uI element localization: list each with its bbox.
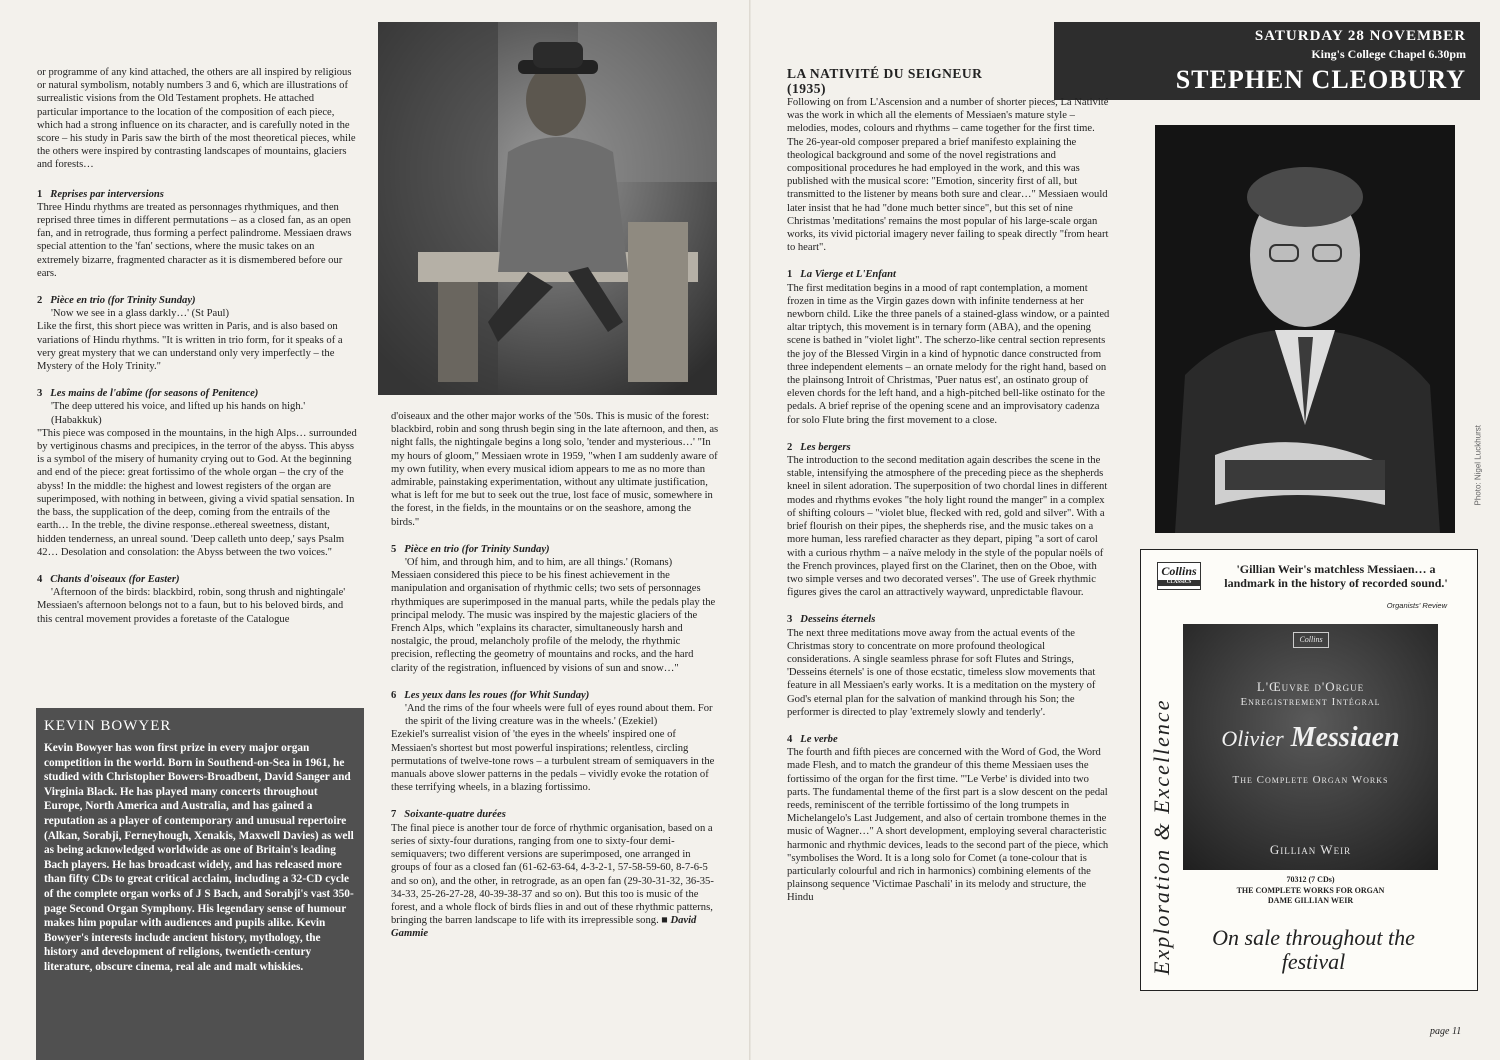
work-year: (1935) bbox=[787, 81, 826, 96]
bio-title: KEVIN BOWYER bbox=[44, 718, 172, 734]
section-body: Three Hindu rhythms are treated as personnages rhythmiques, and then reprised three times in different permutations – as a closed fan, as an open fan, and in retrograde, thus forming a perfect palindrome. Messiaen draws special attention to the 'fan' sections, where the music takes on an extremely bizarre, fragmented character as it is dismembered before our ears. bbox=[37, 201, 352, 279]
right-section-3 bbox=[787, 613, 1110, 719]
section-body: The introduction to the second meditation again describes the scene in the stable, intensifying the atmosphere of the preceding piece as the shepherds kneel in silent adoration. The superposition of two chordal lines in different modes and rhythms evokes "the holy light round the manger" in a complex of shifting colours – "violet blue, flecked with red, gold and silver". With a brief flourish on their pipes, the shepherds rise, and the music takes on a more human, less rarefied character as they depart, piping "a sort of carol with a curious rhythm – a naïve melody in the style of the popular noëls of the French provinces, played first on the Clarinet, then on the Oboe, with two simple verses and two decorated verses". The use of Greek rhythmic figures gives the carol an attractively wayward, unpredictable flavour. bbox=[787, 455, 1108, 599]
catalog-line1: THE COMPLETE WORKS FOR ORGAN bbox=[1236, 886, 1385, 895]
cd-logo: Collins bbox=[1293, 632, 1329, 648]
section-4 bbox=[37, 573, 357, 626]
section-quote: 'And the rims of the four wheels were full of eyes round about them. For the spirit of the living creature was in the wheels.' (Ezekiel) bbox=[405, 703, 713, 728]
catalog-line2: DAME GILLIAN WEIR bbox=[1267, 896, 1354, 905]
section-5 bbox=[391, 543, 719, 675]
section-6 bbox=[391, 689, 719, 795]
left-column-1 bbox=[37, 66, 357, 626]
kevin-bowyer-bio-box bbox=[36, 708, 364, 1060]
kevin-bowyer-photo bbox=[378, 22, 717, 395]
section-body: "This piece was composed in the mountains, in the high Alps… surrounded by vertiginous chasms and precipices, in the terror of the abyss. This abyss is a symbol of the misery of humanity crying out to God. At the beginning and end of the piece: great fortissimo of the whole organ – the cry of the abyss! In the middle: the highest and lowest registers of the organ are superimposed, with nothing in between, giving a vivid spatial sensation. In the bass, the supplication of the deep, coming from the entrails of the earth… In the treble, the divine response..ethereal sweetness, distant, hidden tenderness, an unreal sound. 'Deep calleth unto deep,' says Psalm 42… Desolation and consolation: the Abyss between the two voices." bbox=[37, 427, 357, 558]
review-source: Organists' Review bbox=[1386, 601, 1447, 610]
section-quote: 'The deep uttered his voice, and lifted up his hands on high.' (Habakkuk) bbox=[51, 401, 306, 426]
concert-venue: King's College Chapel 6.30pm bbox=[1311, 47, 1466, 61]
section-title: Pièce en trio (for Trinity Sunday) bbox=[404, 543, 550, 555]
collins-logo bbox=[1157, 562, 1201, 590]
section-number: 2 bbox=[787, 441, 793, 453]
section-body: The next three meditations move away from the actual events of the Christmas story to concentrate on more profound theological considerations. A single seamless phrase for soft Flutes and Strings, 'Desseins éternels' is one of those ecstatic, timeless slow movements that feature in all Messiaen's early works. It is a meditation on the mystery of God's eternal plan for the salvation of mankind through his Son; the performer is directed to play 'extremely slowly and tenderly'. bbox=[787, 627, 1096, 718]
section-number: 1 bbox=[787, 269, 793, 281]
section-body: Messiaen considered this piece to be his finest achievement in the manipulation and organisation of rhythmic cells; two sets of personnages rhythmiques are superimposed in the manual parts, while the pedals play the principal melody. The music was inspired by the majestic glaciers of the French Alps, which "explains its character, simultaneously harsh and nostalgic, the proud, melancholy profile of the melody, the rhythmic precision, reflecting the geometry of mountains and rocks, and the hard clarity of the registration, influenced by visions of sun and snow…" bbox=[391, 570, 716, 674]
logo-subtext: CLASSICS bbox=[1158, 580, 1200, 586]
section-title: La Vierge et L'Enfant bbox=[800, 269, 896, 281]
section-number: 6 bbox=[391, 689, 397, 701]
right-section-1 bbox=[787, 268, 1110, 426]
section-body: The final piece is another tour de force of rhythmic organisation, based on a series of sixty-four durations, ranging from one to sixty-four demi-semiquavers; two different versions are superimposed, one arranged in groups of four as a closed fan (61-62-63-64, 4-3-2-1, 57-58-59-60, 8-7-6-5 and so on), and the other, in retrograde, as an open fan (29-30-31-32, 36-35-34-33, 25-26-27-28, 40-39-38-37 and so on). But this too is music of the forest, and a whole flock of birds flies in and out of these rhythmic patterns, bringing the barren landscape to life with its irrepressible song. bbox=[391, 822, 714, 927]
author-signoff: David Gammie bbox=[391, 915, 697, 940]
section-body: Ezekiel's surrealist vision of 'the eyes in the wheels' inspired one of Messiaen's shortest but most powerful inspirations; relentless, circling permutations of twelve-tone rows – a turbulent stream of semiquavers in the manuals above slower patterns in the pedals – vividly evoke the rotation of these terrifying wheels, in a blazing fortissimo. bbox=[391, 729, 715, 794]
right-section-2 bbox=[787, 441, 1110, 599]
intro-paragraph: or programme of any kind attached, the others are all inspired by religious or natural symbolism, notably numbers 3 and 6, which are illustrations of surrealistic visions from the Old Testament prophets. He attached particular importance to the location of the composition of each piece, which had a strong influence on its character, and is carefully noted in the score – his study in Paris saw the birth of the most theoretical pieces, while the others were inspired by contrasting landscapes of mountains, glaciers and forests… bbox=[37, 67, 356, 171]
cd-title-line2: Enregistrement Intégral bbox=[1240, 696, 1381, 708]
cd-cover bbox=[1183, 624, 1438, 870]
portrait-illustration bbox=[378, 22, 717, 395]
end-mark: ■ bbox=[661, 915, 668, 927]
concert-date: SATURDAY 28 NOVEMBER bbox=[1254, 28, 1466, 44]
section-body: The first meditation begins in a mood of rapt contemplation, a moment frozen in time as the Virgin gazes down with infinite tenderness at her newborn child. Like the three panels of a stained-glass window, or a painted altar triptych, this movement is in ternary form (ABA), and the opening scene is bathed in "violet light". The scherzo-like central section represents the joy of the Blessed Virgin in a kind of hypnotic dance constructed from three independent elements – an ornate melody for the right hand, based on the plainsong Introit of Christmas, 'Puer natus est', an ostinato group of eleven chords for the left hand, and a high-pitched bell-like ostinato for the pedals. A brief reprise of the opening scene and an improvisatory cadenza for solo Flute bring the first movement to a close. bbox=[787, 282, 1110, 426]
section-title: Reprises par interversions bbox=[50, 188, 164, 200]
composer-last-name: Messiaen bbox=[1290, 722, 1400, 753]
section-title: Chants d'oiseaux (for Easter) bbox=[50, 573, 180, 585]
section-number: 5 bbox=[391, 543, 397, 555]
section-2 bbox=[37, 294, 357, 373]
section-number: 2 bbox=[37, 295, 43, 307]
cd-composer bbox=[1183, 722, 1438, 754]
cd-performer: Gillian Weir bbox=[1269, 842, 1352, 857]
performer-name: STEPHEN CLEOBURY bbox=[1175, 65, 1466, 94]
cd-subtitle: The Complete Organ Works bbox=[1232, 774, 1389, 786]
work-title: LA NATIVITÉ DU SEIGNEUR bbox=[787, 66, 983, 81]
section-title: Les mains de l'abîme (for seasons of Penitence) bbox=[50, 388, 259, 400]
stephen-cleobury-photo bbox=[1155, 125, 1482, 533]
photo-credit: Photo: Nigel Luckhurst bbox=[1473, 425, 1482, 506]
section-title: Les bergers bbox=[800, 441, 851, 453]
section-quote: 'Now we see in a glass darkly…' (St Paul) bbox=[51, 308, 229, 320]
section-body: Messiaen's afternoon belongs not to a faun, but to his beloved birds, and this central movement provides a foretaste of the Catalogue bbox=[37, 600, 344, 625]
sale-text: On sale throughout the festival bbox=[1212, 925, 1415, 974]
section-quote: 'Afternoon of the birds: blackbird, robin, song thrush and nightingale' bbox=[51, 587, 346, 599]
review-quote: 'Gillian Weir's matchless Messiaen… a landmark in the history of recorded sound.' bbox=[1224, 562, 1448, 590]
section-title: Le verbe bbox=[800, 733, 838, 745]
spine-fold bbox=[749, 0, 751, 1060]
section-number: 3 bbox=[787, 614, 793, 626]
section-number: 4 bbox=[37, 573, 43, 585]
page-number: page 11 bbox=[1430, 1026, 1462, 1037]
section-7 bbox=[391, 808, 719, 940]
section-number: 1 bbox=[37, 188, 43, 200]
bio-body: Kevin Bowyer has won first prize in every major organ competition in the world. Born in Southend-on-Sea in 1961, he studied with Christopher Bowers-Broadbent, David Sanger and Virginia Black. He has played many concerts throughout Europe, North America and Australia, and has gained a reputation as a player of contemporary and unusual repertoire (Alkan, Sorabji, Ferneyhough, Xenakis, Maxwell Davies) as well as being acknowledged worldwide as one of Britain's leading Bach players. He has broadcast widely, and has released more than fifty CDs to great critical acclaim, including a 32-CD cycle of the complete organ works of J S Bach, and Sorabji's vast 350-page Second Organ Symphony. His legendary sense of humour makes him popular with audiences and pupils alike. Kevin Bowyer's interests include ancient history, mythology, the history and development of religions, twentieth-century literature, obscure cinema, real ale and malt whiskies. bbox=[44, 742, 354, 973]
section-body: Like the first, this short piece was written in Paris, and is also based on variations of Hindu rhythms. "It is written in trio form, for it speaks of a very great mystery that we can understand only very imperfectly – the Mystery of the Holy Trinity." bbox=[37, 321, 343, 373]
concert-header bbox=[1054, 22, 1480, 100]
section-number: 7 bbox=[391, 809, 397, 821]
continued-paragraph: d'oiseaux and the other major works of the '50s. This is music of the forest: blackbird, robin and song thrush begin sing in the late afternoon, and then, as night falls, the nightingale begins a long solo, 'tender and mysterious…' "In my hours of gloom," Messiaen wrote in 1959, "when I am suddenly aware of my own futility, when every musical idiom appears to me as no more than admirable, painstaking experimentation, without any ultimate justification, what is left for me but to seek out the true, lost face of music, somewhere in the forest, in the fields, in the mountains or on the seashore, among the birds." bbox=[391, 411, 719, 528]
section-quote: 'Of him, and through him, and to him, are all things.' (Romans) bbox=[405, 557, 673, 569]
portrait-illustration bbox=[1155, 125, 1455, 533]
section-title: Soixante-quatre durées bbox=[404, 809, 506, 821]
section-number: 3 bbox=[37, 388, 43, 400]
right-column bbox=[787, 66, 1110, 905]
section-3 bbox=[37, 387, 357, 559]
collins-classics-advert bbox=[1140, 549, 1478, 991]
cd-title-line1: L'Œuvre d'Orgue bbox=[1256, 679, 1365, 694]
catalog-number: 70312 (7 CDs) bbox=[1286, 875, 1335, 884]
section-body: The fourth and fifth pieces are concerned with the Word of God, the Word made Flesh, and to match the grandeur of this theme Messiaen uses the fortissimo of the organ for the first time. "'Le Verbe' is divided into two parts. The fundamental theme of the first part is a slow descent on the pedal reeds, reminiscent of the terrible fortissimo of the long trumpets in Michelangelo's Last Judgement, and also of certain trombone themes in the music of Wagner…" A short development, employing several characteristic harmonic and rhythmic devices, leads to the second part of the piece, which "symbolises the Word. It is a long solo for Comet (a tone-colour that is particularly colourful and rich in harmonics) combining elements of the plainsong sequence 'Victimae Paschali' in its melody and structure, the Hindu bbox=[787, 747, 1109, 904]
right-section-4 bbox=[787, 733, 1110, 905]
composer-first-name: Olivier bbox=[1221, 726, 1284, 751]
left-column-2 bbox=[391, 410, 719, 941]
section-title: Les yeux dans les roues (for Whit Sunday) bbox=[404, 689, 590, 701]
logo-text: Collins bbox=[1161, 564, 1197, 578]
side-slogan: Exploration & Excellence bbox=[1149, 698, 1174, 975]
work-intro: Following on from L'Ascension and a number of shorter pieces, La Nativité was the work in which all the elements of Messiaen's mature style – melodies, modes, colours and rhythms – came together for the first time. The 26-year-old composer prepared a brief manifesto explaining the theological background and some of the novel registrations and compositional procedures he had employed in the work, and this was published with the musical score: "Emotion, sincerity first of all, but transmitted to the listener by means both sure and clear…" Messiaen would later insist that he had "done much better since", but this set of nine Christmas 'meditations' remains the most popular of his large-scale organ works, its vivid pictorial imagery never failing to speak directly "from heart to heart". bbox=[787, 97, 1109, 254]
section-1 bbox=[37, 188, 357, 280]
section-title: Pièce en trio (for Trinity Sunday) bbox=[50, 295, 196, 307]
section-number: 4 bbox=[787, 733, 793, 745]
section-title: Desseins éternels bbox=[800, 614, 876, 626]
